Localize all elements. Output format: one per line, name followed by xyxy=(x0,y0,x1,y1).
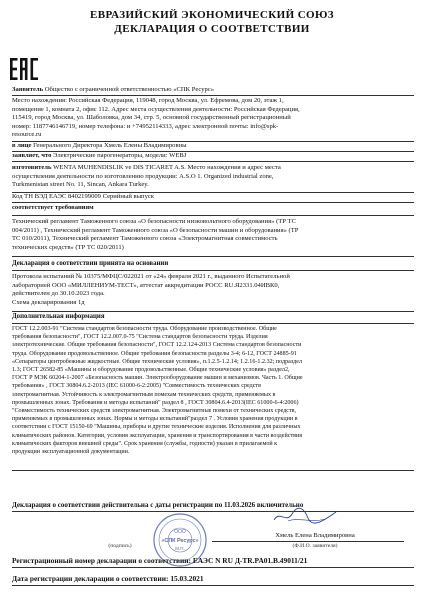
document-title: ДЕКЛАРАЦИЯ О СООТВЕТСТВИИ xyxy=(114,23,310,35)
divider xyxy=(12,567,414,568)
svg-text:«СПК Ресурс»: «СПК Ресурс» xyxy=(161,538,199,544)
svg-text:М.П.: М.П. xyxy=(175,546,185,551)
divider xyxy=(12,270,414,271)
divider xyxy=(12,202,414,203)
registration-number: ЕАЭС N RU Д-TR.PA01.B.49011/21 xyxy=(192,556,308,565)
applicant-address: Место нахождения: Российская Федерация, 119048, город Москва, ул. Ефремова, дом 20, этаж 1, помещение 1, комната 2, офис 112. Адрес места осуществления деятельности: Российская Федерация, 115419, город Москва, ул. Шаболовка, дом 34, стр. 5, основной государственный регистрационный номер: 1187746146719, номер телефона: и +74952114333, адрес электронной почты: info@spk- resource.ru xyxy=(12,97,300,139)
divider xyxy=(12,311,414,312)
basis-block: Протокола испытаний № 10375/МФЦС/022021 от «24» февраля 2021 г., выданного Испытательной лабораторией ООО «МИЛЛЕНИУМ-ТЕСТ», аттестат аккредитации РОСС RU.Я2331.04ИВК0, действителен до 30.10.2023 года. Схема декларирования 1д xyxy=(12,273,290,306)
additional-heading: Дополнительная информация xyxy=(12,313,105,320)
manufacturer-name: WENTA MUHENDISLIK ve DIS TICARET A.S. Место нахождения и адрес места xyxy=(53,164,281,171)
product-row xyxy=(12,152,414,161)
product-name: Электрические парогенераторы, модели: WEBJ xyxy=(53,152,187,159)
representative-row xyxy=(12,142,414,151)
representative-prefix: в лице xyxy=(12,142,32,149)
applicant-name: Общество с ограниченной ответственностью «СПК Ресурс» xyxy=(44,86,215,93)
union-title: ЕВРАЗИЙСКИЙ ЭКОНОМИЧЕСКИЙ СОЮЗ xyxy=(89,9,334,21)
divider xyxy=(12,323,414,324)
additional-block: ГОСТ 12.2.003-91 "Система стандартов безопасности труда. Оборудование производственное. Общие требования безопасности", ГОСТ 12.2.007.0-75 "Система стандартов безопасности труда. Изделия электротехнические. Общие требования безопасности", ГОСТ 12.2.124-2013 Система стандартов безопасности труда. Оборудование продовольственное. Общие требования безопасности разделы 3-4; 6-12, ГОСТ 24885-91 «Сепараторы центробежные жидкостные. Общие технические условия», п.1.2.5-1.2.14; 1.2.16-1.2.32; подраздел 1.3; ГОСТ 26582-85 «Машины и оборудование продовольственные. Общие технические условия» раздел2, ГОСТ Р МЭК 60204-1-2007 «Безопасность машин. Электрооборудование машин и механизмов. Часть 1. Общие требования» , ГОСТ 30804.6.2-2013 (IEC 61000-6-2:2005) "Совместимость технических средств электромагнитная. Устойчивость к электромагнитным помехам технических средств, применяемых в промышленных зонах. Требования и методы испытаний" раздел 8 , ГОСТ 30804.6.4-2013(IEC 61000-6-4:2006) "Совместимость технических средств электромагнитная. Электромагнитные помехи от технических средств, применяемых в промышленных зонах. Нормы и методы испытаний"раздел 7 . Условия хранения продукции в соответствии с ГОСТ 15150-69 "Машины, приборы и другие технические изделия. Исполнения для различных климатических районов. Категории, условия эксплуатации, хранения и транспортирования в части воздействия климатических факторов внешней среды". Срок хранения (службы, годности) указан в прилагаемой к продукции эксплуатационной документации. xyxy=(12,326,303,456)
eac-logo xyxy=(10,58,38,80)
signer-caption: (Ф.И.О. заявителя) xyxy=(292,543,338,549)
divider xyxy=(12,511,414,512)
applicant-row xyxy=(12,86,414,95)
svg-text:ООО: ООО xyxy=(174,529,186,535)
regulations-block: Технический регламент Таможенного союза «О безопасности низковольтного оборудования» (ТР ТС 004/2011) , Технический регламент Таможенного союза «О безопасности машин и оборудования» (ТР ТС 010/2011), Технический регламент Таможенного союза «Электромагнитная совместимость технических средств» (ТР ТС 020/2011) xyxy=(12,218,299,251)
registration-number-label: Регистрационный номер декларации о соответствии: xyxy=(12,556,191,565)
registration-date: 15.03.2021 xyxy=(170,574,204,583)
signer-name: Хмель Елена Владимировна xyxy=(275,532,355,539)
sign-caption: (подпись) xyxy=(108,543,132,549)
hs-code: Код ТН ВЭД ЕАЭС 8402199009 Серийный выпуск xyxy=(12,193,154,200)
manufacturer-block: изготовитель WENTA MUHENDISLIK ve DIS TICARET A.S. Место нахождения и адрес места осуществления деятельности по изготовлению продукции: A.S.O 1. Organized industrial zone, Turkmenistan street No. 11, Sincan, Ankara Turkey. xyxy=(12,164,281,189)
basis-heading: Декларация о соответствии принята на основании xyxy=(12,260,169,267)
applicant-label: Заявитель xyxy=(12,86,44,93)
divider xyxy=(12,470,414,471)
divider xyxy=(12,585,414,586)
manufacturer-label: изготовитель xyxy=(12,164,52,171)
registration-number-row xyxy=(12,557,414,566)
registration-date-label: Дата регистрации декларации о соответствии: xyxy=(12,574,169,583)
divider xyxy=(12,215,414,216)
divider xyxy=(12,95,414,96)
representative-name: Генерального Директора Хмель Елены Владимировны xyxy=(33,142,187,149)
divider xyxy=(12,256,414,257)
requirements-label: соответствует требованиям xyxy=(12,204,94,211)
registration-date-row xyxy=(12,575,414,584)
declares-prefix: заявляет, что xyxy=(12,152,52,159)
validity-text: Декларация о соответствии действительна с даты регистрации по 11.03.2026 включительно xyxy=(12,501,304,509)
signature-scribble xyxy=(270,506,340,526)
divider xyxy=(12,161,414,162)
